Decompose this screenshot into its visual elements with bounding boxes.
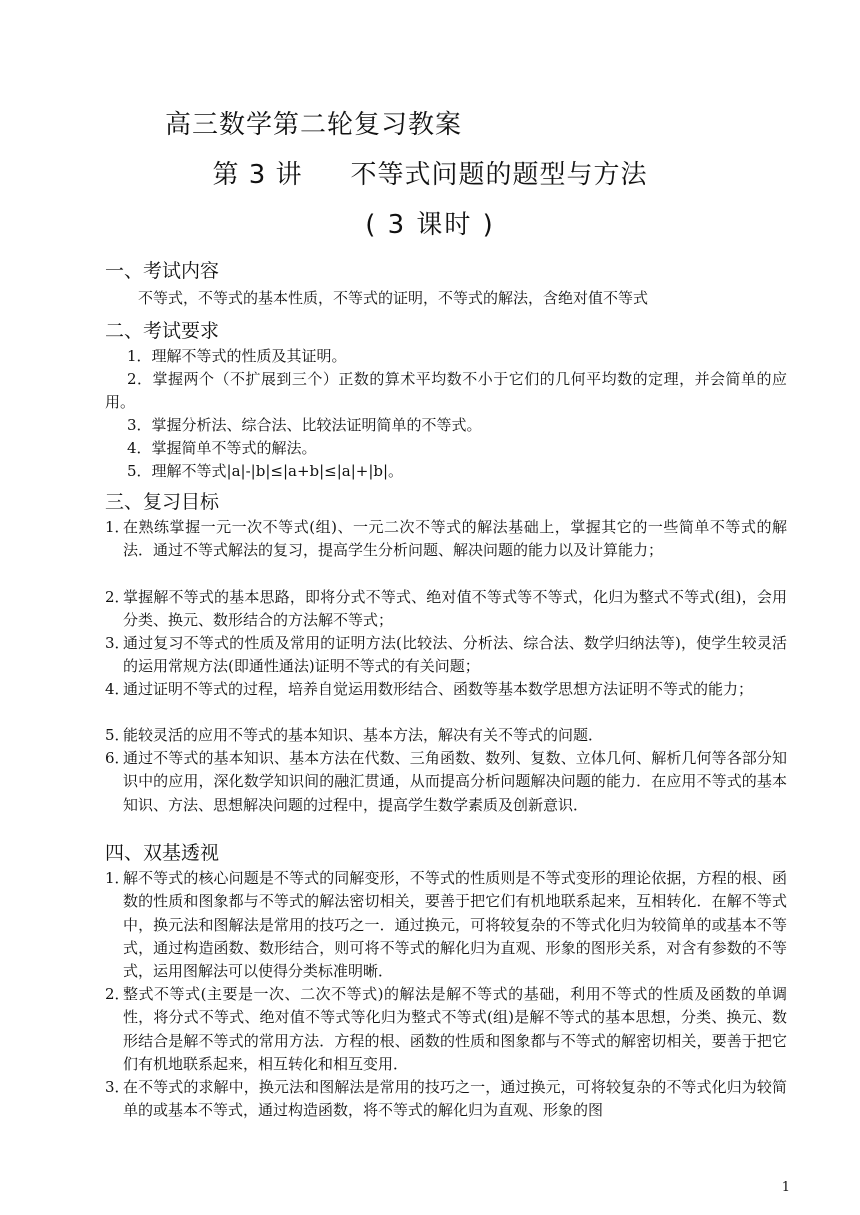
list-item: 1． 解不等式的核心问题是不等式的同解变形，不等式的性质则是不等式变形的理论依据，方程的根、函数的性质和图象都与不等式的解法密切相关，要善于把它们有机地联系起来，互相转化．在解不等式中，换元法和图解法是常用的技巧之一．通过换元，可将较复杂的不等式化归为较简单的或基本不等式，通过构造函数、数形结合，则可将不等式的解化归为直观、形象的图形关系，对含有参数的不等式，运用图解法可以使得分类标准明晰． bbox=[105, 867, 787, 983]
list-item bbox=[105, 460, 787, 483]
list-item: 5． 能较灵活的应用不等式的基本知识、基本方法，解决有关不等式的问题． bbox=[105, 724, 787, 747]
list-item-text: 解不等式的核心问题是不等式的同解变形，不等式的性质则是不等式变形的理论依据，方程的根、函数的性质和图象都与不等式的解法密切相关，要善于把它们有机地联系起来，互相转化．在解不等式中，换元法和图解法是常用的技巧之一．通过换元，可将较复杂的不等式化归为较简单的或基本不等式，通过构造函数、数形结合，则可将不等式的解化归为直观、形象的图形关系，对含有参数的不等式，运用图解法可以使得分类标准明晰． bbox=[123, 869, 787, 981]
list-item bbox=[105, 414, 787, 437]
list-item: 1． 在熟练掌握一元一次不等式(组)、一元二次不等式的解法基础上，掌握其它的一些简单不等式的解法．通过不等式解法的复习，提高学生分析问题、解决问题的能力以及计算能力； bbox=[105, 516, 787, 563]
list-item-text: 4．掌握简单不等式的解法。 bbox=[127, 439, 317, 457]
list-item: 4． 通过证明不等式的过程，培养自觉运用数形结合、函数等基本数学思想方法证明不等式的能力； bbox=[105, 678, 787, 701]
list-item-text: 5．理解不等式|a|-|b|≤|a+b|≤|a|+|b|。 bbox=[127, 462, 404, 480]
list-item-text: 3．掌握分析法、综合法、比较法证明简单的不等式。 bbox=[127, 416, 482, 434]
list-item-text: 掌握解不等式的基本思路，即将分式不等式、绝对值不等式等不等式，化归为整式不等式(组)，会用分类、换元、数形结合的方法解不等式； bbox=[123, 588, 787, 630]
section-heading-exam-requirements: 二、考试要求 bbox=[105, 320, 220, 342]
list-item: 2． 掌握解不等式的基本思路，即将分式不等式、绝对值不等式等不等式，化归为整式不等式(组)，会用分类、换元、数形结合的方法解不等式； bbox=[105, 586, 787, 633]
list-item: 3． 通过复习不等式的性质及常用的证明方法(比较法、分析法、综合法、数学归纳法等)，使学生较灵活的运用常规方法(即通性通法)证明不等式的有关问题； bbox=[105, 632, 787, 679]
list-item-text: 2．掌握两个（不扩展到三个）正数的算术平均数不小于它们的几何平均数的定理，并会简单的应用。 bbox=[105, 370, 787, 412]
list-item-text: 通过证明不等式的过程，培养自觉运用数形结合、函数等基本数学思想方法证明不等式的能力； bbox=[123, 680, 754, 698]
list-item-text: 在不等式的求解中，换元法和图解法是常用的技巧之一，通过换元，可将较复杂的不等式化归为较简单的或基本不等式，通过构造函数，将不等式的解化归为直观、形象的图 bbox=[123, 1078, 787, 1120]
list-item: 3． 在不等式的求解中，换元法和图解法是常用的技巧之一，通过换元，可将较复杂的不等式化归为较简单的或基本不等式，通过构造函数，将不等式的解化归为直观、形象的图 bbox=[105, 1076, 787, 1123]
lecture-topic: 不等式问题的题型与方法 bbox=[350, 160, 648, 190]
list-item bbox=[105, 368, 787, 415]
list-item-text: 整式不等式(主要是一次、二次不等式)的解法是解不等式的基础，利用不等式的性质及函数的单调性，将分式不等式、绝对值不等式等化归为整式不等式(组)是解不等式的基本思想，分类、换元、数形结合是解不等式的常用方法．方程的根、函数的性质和图象都与不等式的解密切相关，要善于把它们有机地联系起来，相互转化和相互变用． bbox=[123, 985, 787, 1073]
list-item bbox=[105, 345, 787, 368]
class-hours: ( 3 课时 ) bbox=[365, 210, 495, 240]
document-title: 高三数学第二轮复习教案 bbox=[165, 110, 463, 140]
list-item bbox=[105, 437, 787, 460]
lecture-title bbox=[0, 154, 860, 191]
section-heading-fundamentals: 四、双基透视 bbox=[105, 842, 220, 864]
section-heading-review-goals: 三、复习目标 bbox=[105, 491, 220, 513]
page-number: 1 bbox=[781, 1180, 790, 1195]
exam-content-text: 不等式，不等式的基本性质，不等式的证明，不等式的解法，含绝对值不等式 bbox=[138, 289, 649, 307]
list-item: 6． 通过不等式的基本知识、基本方法在代数、三角函数、数列、复数、立体几何、解析几何等各部分知识中的应用，深化数学知识间的融汇贯通，从而提高分析问题解决问题的能力．在应用不等式的基本知识、方法、思想解决问题的过程中，提高学生数学素质及创新意识． bbox=[105, 747, 787, 817]
list-item-text: 1．理解不等式的性质及其证明。 bbox=[127, 347, 347, 365]
section-heading-exam-content: 一、考试内容 bbox=[105, 260, 220, 282]
list-item-text: 在熟练掌握一元一次不等式(组)、一元二次不等式的解法基础上，掌握其它的一些简单不等式的解法．通过不等式解法的复习，提高学生分析问题、解决问题的能力以及计算能力； bbox=[123, 518, 787, 560]
list-item-text: 能较灵活的应用不等式的基本知识、基本方法，解决有关不等式的问题． bbox=[123, 726, 604, 744]
list-item: 2． 整式不等式(主要是一次、二次不等式)的解法是解不等式的基础，利用不等式的性质及函数的单调性，将分式不等式、绝对值不等式等化归为整式不等式(组)是解不等式的基本思想，分类、换元、数形结合是解不等式的常用方法．方程的根、函数的性质和图象都与不等式的解密切相关，要善于把它们有机地联系起来，相互转化和相互变用． bbox=[105, 983, 787, 1076]
list-item-text: 通过复习不等式的性质及常用的证明方法(比较法、分析法、综合法、数学归纳法等)，使学生较灵活的运用常规方法(即通性通法)证明不等式的有关问题； bbox=[123, 634, 787, 676]
lecture-number: 第 3 讲 bbox=[212, 160, 303, 190]
list-item-text: 通过不等式的基本知识、基本方法在代数、三角函数、数列、复数、立体几何、解析几何等各部分知识中的应用，深化数学知识间的融汇贯通，从而提高分析问题解决问题的能力．在应用不等式的基本知识、方法、思想解决问题的过程中，提高学生数学素质及创新意识． bbox=[123, 749, 787, 814]
